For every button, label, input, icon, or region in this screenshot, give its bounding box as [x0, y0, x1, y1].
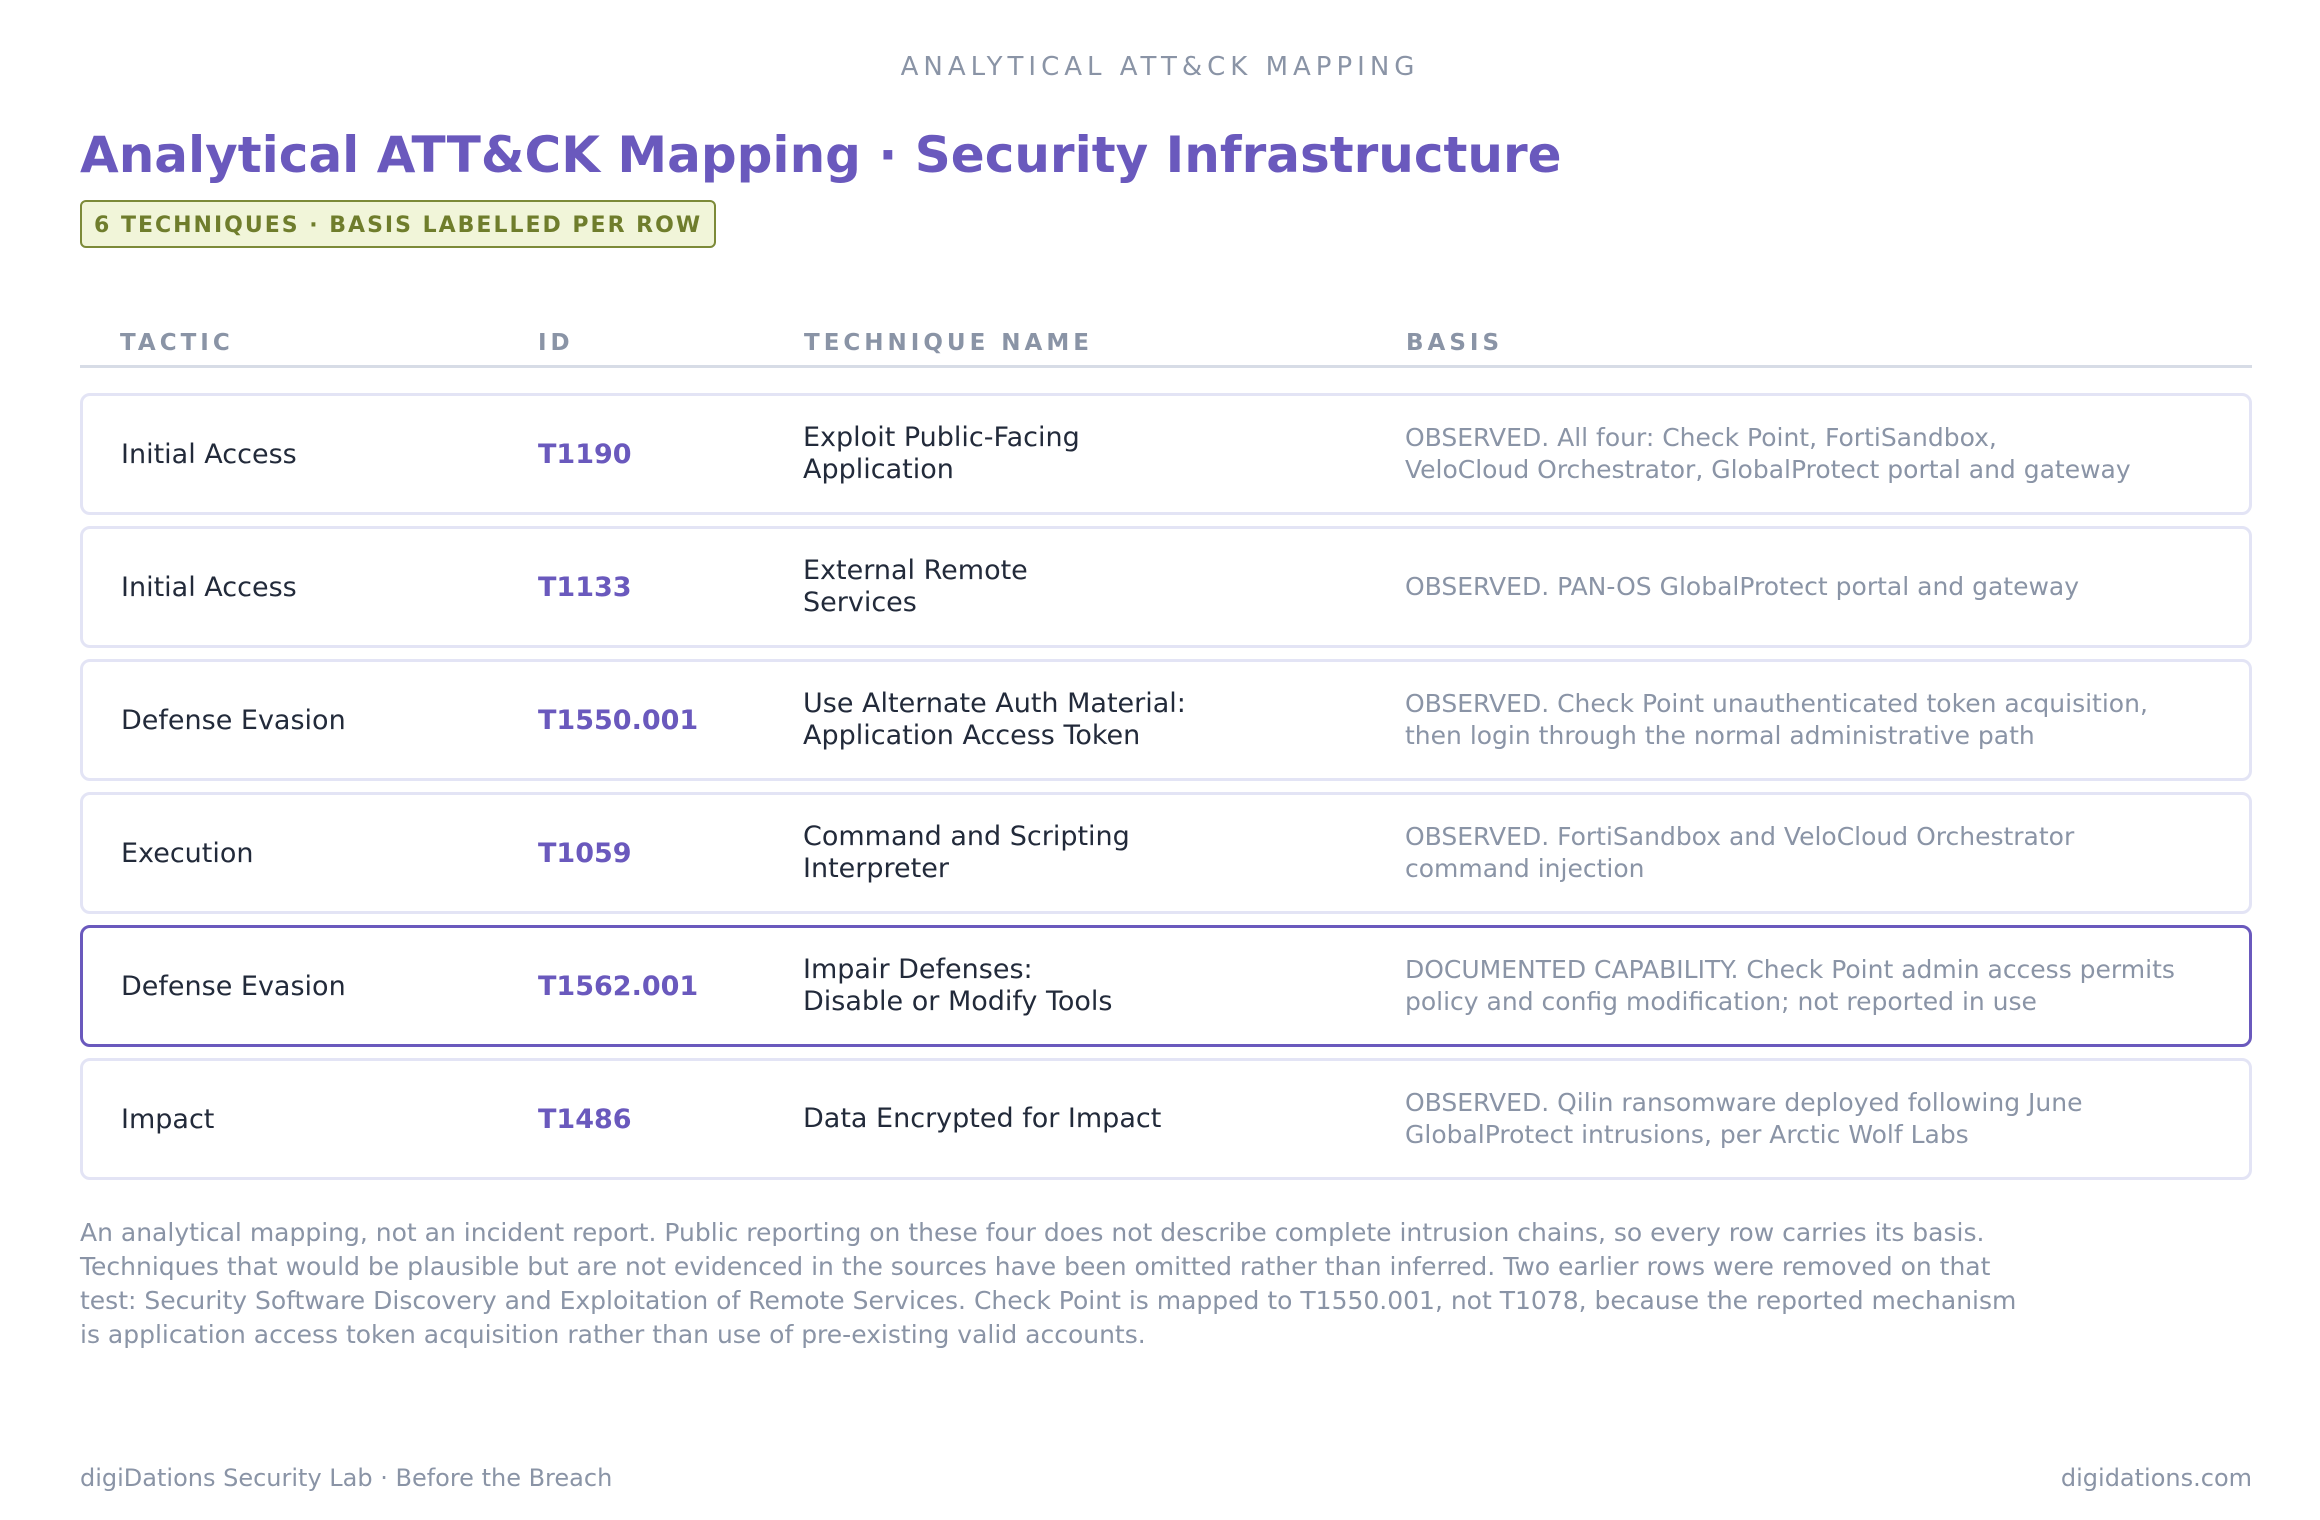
basis-line: policy and config modification; not reported in use [1405, 987, 2037, 1016]
eyebrow-label: ANALYTICAL ATT&CK MAPPING [900, 52, 1420, 82]
row-tactic: Defense Evasion [121, 704, 346, 736]
basis-line: OBSERVED. Check Point unauthenticated token acquisition, [1405, 689, 2148, 718]
row-basis [1405, 662, 2225, 778]
basis-line: GlobalProtect intrusions, per Arctic Wolf Labs [1405, 1120, 1969, 1149]
footnote-line: is application access token acquisition rather than use of pre-existing valid accounts. [80, 1320, 1146, 1349]
technique-name-line: External Remote [803, 555, 1028, 586]
footnote-line: Techniques that would be plausible but are not evidenced in the sources have been omitted rather than inferred. Two earlier rows were removed on that [80, 1252, 1991, 1281]
row-technique-name [803, 928, 1363, 1044]
row-technique-id: T1059 [538, 837, 632, 869]
row-technique-name [803, 396, 1363, 512]
row-basis [1405, 928, 2225, 1044]
basis-line: command injection [1405, 854, 1645, 883]
basis-line: OBSERVED. All four: Check Point, FortiSandbox, [1405, 423, 1997, 452]
table-header [80, 318, 2252, 368]
row-technique-name [803, 662, 1363, 778]
row-technique-id: T1562.001 [538, 970, 699, 1002]
technique-name-line: Data Encrypted for Impact [803, 1103, 1162, 1134]
header-tactic: TACTIC [120, 330, 234, 356]
row-basis [1405, 529, 2225, 645]
row-technique-id: T1550.001 [538, 704, 699, 736]
basis-line: VeloCloud Orchestrator, GlobalProtect portal and gateway [1405, 455, 2131, 484]
technique-count-badge: 6 TECHNIQUES · BASIS LABELLED PER ROW [80, 200, 716, 248]
technique-name-line: Application [803, 454, 954, 485]
row-tactic: Initial Access [121, 571, 297, 603]
row-tactic: Initial Access [121, 438, 297, 470]
row-technique-name [803, 1061, 1363, 1177]
row-technique-name [803, 529, 1363, 645]
row-basis [1405, 396, 2225, 512]
technique-name-line: Exploit Public-Facing [803, 422, 1080, 453]
table-row [80, 659, 2252, 781]
header-basis: BASIS [1406, 330, 1504, 356]
row-basis [1405, 795, 2225, 911]
table-row [80, 526, 2252, 648]
basis-line: OBSERVED. Qilin ransomware deployed following June [1405, 1088, 2083, 1117]
header-technique-name: TECHNIQUE NAME [804, 330, 1093, 356]
row-technique-id: T1190 [538, 438, 632, 470]
row-technique-name [803, 795, 1363, 911]
row-technique-id: T1486 [538, 1103, 632, 1135]
footer-brand: digiDations Security Lab · Before the Breach [80, 1464, 613, 1492]
table-row [80, 1058, 2252, 1180]
row-tactic: Execution [121, 837, 254, 869]
footnote-line: An analytical mapping, not an incident report. Public reporting on these four does not describe complete intrusion chains, so every row carries its basis. [80, 1218, 1985, 1247]
row-technique-id: T1133 [538, 571, 632, 603]
table-row-highlighted [80, 925, 2252, 1047]
basis-line: then login through the normal administrative path [1405, 721, 2035, 750]
row-basis [1405, 1061, 2225, 1177]
basis-line: DOCUMENTED CAPABILITY. Check Point admin access permits [1405, 955, 2175, 984]
technique-name-line: Impair Defenses: [803, 954, 1033, 985]
basis-line: OBSERVED. PAN-OS GlobalProtect portal and gateway [1405, 572, 2080, 601]
row-tactic: Impact [121, 1103, 215, 1135]
header-id: ID [538, 330, 574, 356]
methodology-footnote [80, 1216, 2160, 1352]
page-title: Analytical ATT&CK Mapping · Security Infrastructure [80, 126, 1562, 184]
basis-line: OBSERVED. FortiSandbox and VeloCloud Orchestrator [1405, 822, 2075, 851]
technique-name-line: Interpreter [803, 853, 949, 884]
table-row [80, 393, 2252, 515]
technique-name-line: Command and Scripting [803, 821, 1130, 852]
row-tactic: Defense Evasion [121, 970, 346, 1002]
table-row [80, 792, 2252, 914]
technique-name-line: Use Alternate Auth Material: [803, 688, 1186, 719]
technique-name-line: Disable or Modify Tools [803, 986, 1113, 1017]
footnote-line: test: Security Software Discovery and Exploitation of Remote Services. Check Point is mapped to T1550.001, not T1078, because the reported mechanism [80, 1286, 2017, 1315]
technique-name-line: Services [803, 587, 917, 618]
technique-name-line: Application Access Token [803, 720, 1141, 751]
footer-site: digidations.com [2060, 1464, 2252, 1492]
